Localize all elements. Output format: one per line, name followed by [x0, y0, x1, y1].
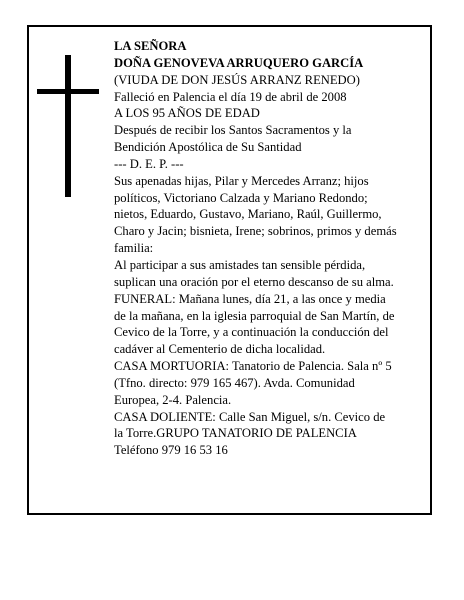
dep-line: --- D. E. P. ---: [114, 156, 184, 171]
cross-horizontal-bar: [37, 89, 99, 94]
sacraments-line-2: Bendición Apostólica de Su Santidad: [114, 140, 302, 155]
notice-title: LA SEÑORA: [114, 39, 187, 53]
death-date: Falleció en Palencia el día 19 de abril de 2008: [114, 89, 347, 104]
funeral-line: Cevico de la Torre, y a continuación la conducción del: [114, 325, 389, 340]
mourning-home-paragraph: [114, 409, 426, 460]
request-line: Al participar a sus amistades tan sensible pérdida,: [114, 257, 366, 272]
cross-vertical-bar: [65, 55, 71, 197]
mortuary-line: CASA MORTUORIA: Tanatorio de Palencia. Sala nº 5: [114, 359, 392, 374]
mourning-home-line: la Torre.GRUPO TANATORIO DE PALENCIA: [114, 426, 357, 441]
widow-note: (VIUDA DE DON JESÚS ARRANZ RENEDO): [114, 72, 360, 87]
obituary-text: [114, 38, 426, 459]
funeral-line: cadáver al Cementerio de dicha localidad.: [114, 342, 326, 357]
request-line: suplican una oración por el eterno descanso de su alma.: [114, 274, 394, 289]
funeral-paragraph: [114, 291, 426, 358]
family-line: familia:: [114, 241, 154, 256]
mourning-home-line: CASA DOLIENTE: Calle San Miguel, s/n. Cevico de: [114, 409, 386, 424]
family-line: políticos, Victoriano Calzada y Mariano Redondo;: [114, 190, 368, 205]
funeral-line: de la mañana, en la iglesia parroquial de San Martín, de: [114, 308, 395, 323]
family-line: Sus apenadas hijas, Pilar y Mercedes Arranz; hijos: [114, 173, 369, 188]
mortuary-line: Europea, 2-4. Palencia.: [114, 392, 232, 407]
request-paragraph: [114, 257, 426, 291]
family-line: Charo y Jacin; bisnieta, Irene; sobrinos, primos y demás: [114, 224, 397, 239]
family-paragraph: [114, 173, 426, 257]
sacraments-line-1: Después de recibir los Santos Sacramentos y la: [114, 123, 352, 138]
deceased-name: DOÑA GENOVEVA ARRUQUERO GARCÍA: [114, 55, 364, 70]
family-line: nietos, Eduardo, Gustavo, Mariano, Raúl, Guillermo,: [114, 207, 382, 222]
mourning-home-line: Teléfono 979 16 53 16: [114, 443, 228, 458]
age-line: A LOS 95 AÑOS DE EDAD: [114, 106, 260, 121]
mortuary-paragraph: [114, 358, 426, 409]
cross-icon: [37, 55, 99, 197]
funeral-line: FUNERAL: Mañana lunes, día 21, a las once y media: [114, 291, 386, 306]
mortuary-line: (Tfno. directo: 979 165 467). Avda. Comunidad: [114, 375, 355, 390]
